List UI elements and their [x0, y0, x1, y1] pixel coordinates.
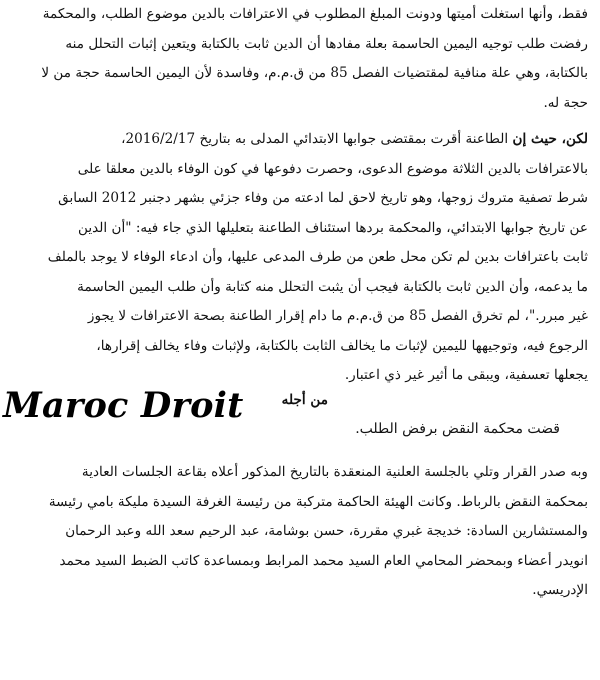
- paragraph-court-reasoning: [14, 125, 588, 391]
- text-line: والمستشارين السادة: خديجة غبري مقررة، حسن بوشامة، عبد الرحيم سعد الله وعبد الرحمان: [65, 523, 588, 539]
- reasoning-lead: لكن، حيث إن: [512, 131, 588, 147]
- paragraph-ruling-panel: [14, 458, 588, 606]
- text-line: [14, 125, 588, 155]
- section-heading: من أجله: [281, 392, 328, 408]
- text-line: وبه صدر القرار وتلي بالجلسة العلنية المنعقدة بالتاريخ المذكور أعلاه بقاعة الجلسات العادية: [81, 464, 588, 480]
- text-line: رفضت طلب توجيه اليمين الحاسمة بعلة مفادها أن الدين ثابت بالكتابة ويتعين إثبات التحلل منه: [65, 35, 588, 52]
- paragraph-grounds-claim: [14, 0, 588, 118]
- text-line: ثابت باعترافات بدين لم تكن محل طعن من طرف المدعى عليها، وأن ادعاء الوفاء لا يوجد بالملف: [47, 249, 588, 265]
- text-fragment: الطاعنة أقرت بمقتضى جوابها الابتدائي المدلى به بتاريخ 2016/2/17،: [121, 131, 509, 147]
- text-line: بالاعترافات بالدين الثلاثة موضوع الدعوى، وحصرت دفوعها في كون الوفاء بالدين معلقا على: [77, 160, 588, 177]
- text-line: الإدريسي.: [532, 582, 588, 598]
- text-line: فقط، وأنها استغلت أميتها ودونت المبلغ المطلوب في الاعترافات بالدين موضوع الطلب، والمحكمة: [42, 6, 588, 22]
- decision-text: قضت محكمة النقض برفض الطلب.: [355, 421, 560, 437]
- text-line: شرط تصفية متروك زوجها، وهو تاريخ لاحق لما ادعته من وفاء جزئي بشهر دجنبر 2012 السابق: [58, 190, 588, 206]
- text-line: بالكتابة، وهي علة منافية لمقتضيات الفصل 85 من ق.م.م، وفاسدة لأن اليمين الحاسمة حجة من لا: [41, 65, 588, 81]
- text-line: بمحكمة النقض بالرباط. وكانت الهيئة الحاكمة متركبة من رئيسة الغرفة السيدة مليكة بامي رئيسة: [48, 493, 588, 510]
- text-line: حجة له.: [543, 94, 588, 111]
- text-line: عن تاريخ جوابها الابتدائي، والمحكمة بردها استئناف الطاعنة بتعليلها الذي جاء فيه: "أن الدين: [78, 219, 588, 236]
- text-line: غير مبرر."، لم تخرق الفصل 85 من ق.م.م ما دام إقرار الطاعنة بصحة الاعترافات لا يجوز: [87, 308, 588, 324]
- text-line: يجعلها تعسفية، ويبقى ما أثير غير ذي اعتبار.: [344, 367, 588, 383]
- watermark-logo: Maroc Droit: [3, 385, 244, 426]
- text-line: ما يدعمه، وأن الدين ثابت بالكتابة فيجب أن يثبت التحلل منه كتابة وأن طلب اليمين الحاسمة: [77, 278, 588, 295]
- text-line: الرجوع فيه، وتوجيهها لليمين لإثبات ما يخالف الثابت بالكتابة، ولإثبات وفاء يخالف إقرارها،: [96, 337, 588, 354]
- text-line: انويدر أعضاء وبمحضر المحامي العام السيد محمد المرابط وبمساعدة كاتب الضبط السيد محمد: [59, 552, 588, 569]
